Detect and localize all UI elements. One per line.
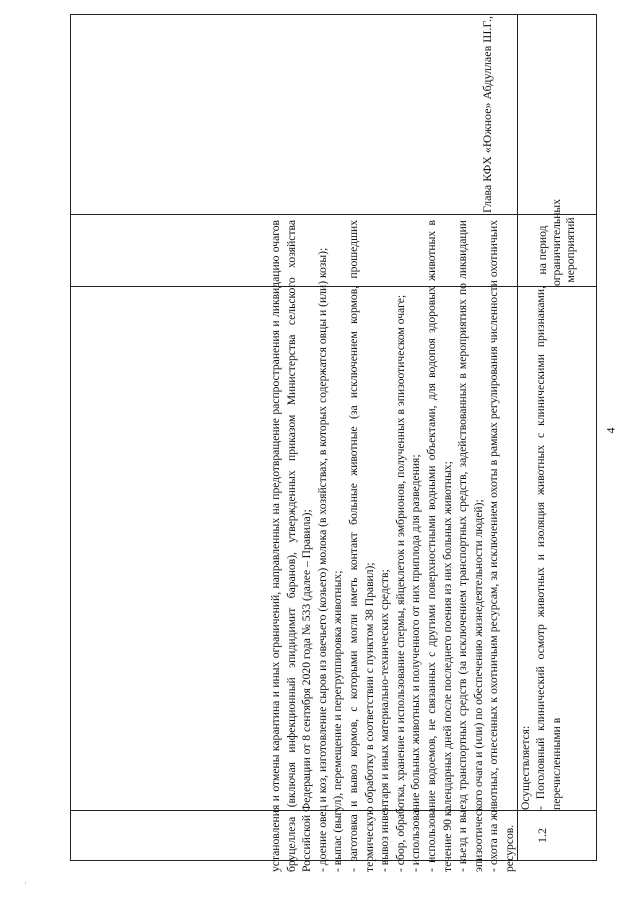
row-12-text bbox=[518, 286, 596, 810]
responsible-cell bbox=[480, 14, 596, 214]
body-paragraph: установления и отмены карантина и иных ограничений, направленных на предотвращение распространения и ликвидацию очагов бруцеллеза (включая инфекционный эпидидимит баранов), утвержденных приказом Министерства сельского хозяйства Российской Федерации от 8 сентября 2020 года № 533 (далее – Правила); bbox=[269, 220, 314, 872]
body-paragraph: - доение овец и коз, изготовление сыров из овечьего (козьего) молока (в хозяйствах, в которых содержатся овцы и (или) козы); bbox=[315, 247, 329, 872]
body-paragraph: - заготовка и вывоз кормов, с которыми могли иметь контакт больные животные (за исключением кормов, прошедших термическую обработку в соответствии с пунктом 38 Правил); bbox=[346, 220, 376, 872]
row-12-heading: Осуществляется: bbox=[519, 725, 532, 810]
page-number-cell bbox=[596, 420, 626, 440]
row-12-paragraph: - Поголовный клинический осмотр животных и изоляция животных с клиническими признаками, перечисленными в bbox=[534, 286, 563, 810]
scan-dot: · bbox=[24, 878, 27, 888]
body-paragraph: - охота на животных, отнесенных к охотничьим ресурсам, за исключением охоты в рамках регулирования численности охотничьих ресурсов. bbox=[487, 220, 516, 872]
row-number-cell bbox=[517, 810, 596, 860]
measures-text-block bbox=[268, 220, 520, 872]
row-number: 1.2 bbox=[535, 827, 549, 843]
table-left-border bbox=[70, 14, 71, 861]
body-paragraph: - вывоз инвентаря и иных материально-технических средств; bbox=[378, 569, 392, 872]
body-paragraph: - использование больных животных и полученного от них приплода для разведения; bbox=[409, 454, 423, 872]
body-paragraph: - въезд и выезд транспортных средств (за исключением транспортных средств, задействованных в мероприятиях по ликвидации эпизоотического очага и (или) по обеспечению жизнедеятельности людей); bbox=[456, 220, 485, 872]
responsible-person: Глава КФХ «Южное» Абдуллаев Ш.Г., bbox=[480, 15, 495, 213]
period-text: на период ограничительных мероприятий bbox=[535, 198, 577, 286]
body-paragraph: - сбор, обработка, хранение и использование спермы, яйцеклеток и эмбрионов, полученных в эпизоотическом очаге; bbox=[393, 294, 407, 872]
body-paragraph: - использование водоемов, не связанных с другими поверхностными водными объектами, для водопоя здоровых животных в течение 90 календарных дней после последнего поения из них больных животных; bbox=[424, 220, 454, 872]
body-paragraph: - выпас (выгул), перемещение и перегруппировка животных; bbox=[331, 570, 345, 872]
page-number: 4 bbox=[603, 427, 618, 433]
period-cell bbox=[517, 198, 596, 286]
